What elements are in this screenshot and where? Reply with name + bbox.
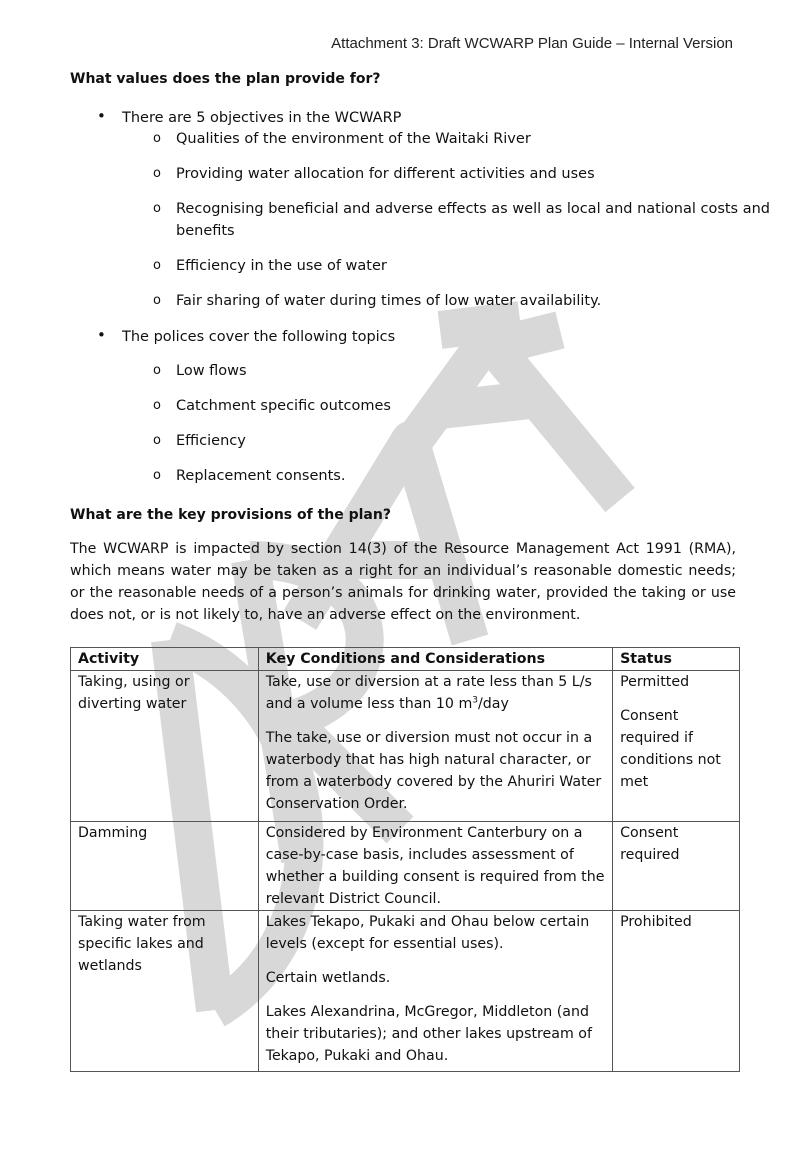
condition-text: Lakes Alexandrina, McGregor, Middleton (and their tributaries); and other lakes upstream of Tekapo, Pukaki and Ohau. — [265, 1004, 592, 1064]
status-text: Prohibited — [620, 914, 692, 930]
sub-item: o Fair sharing of water during times of low water availability. — [122, 290, 791, 312]
page-header: Attachment 3: Draft WCWARP Plan Guide – Internal Version — [331, 35, 733, 52]
table-row — [71, 911, 740, 1072]
policies-sublist — [122, 360, 791, 487]
condition-text: Considered by Environment Canterbury on a case-by-case basis, includes assessment of whether a building consent is required from the relevant District Council. — [265, 825, 605, 907]
cell-conditions — [258, 911, 612, 1072]
sub-item: o Efficiency in the use of water — [122, 255, 791, 277]
superscript: 3 — [472, 695, 479, 706]
provisions-paragraph: The WCWARP is impacted by section 14(3) of the Resource Management Act 1991 (RMA), which means water may be taken as a right for an individual’s reasonable domestic needs; or the reasonable needs of a person’s animals for drinking water, provided the taking or use does not, or is not likely to, have an adverse effect on the environment. — [70, 541, 736, 623]
cell-conditions — [258, 671, 612, 822]
header-activity: Activity — [71, 648, 259, 671]
condition-text: Certain wetlands. — [265, 970, 391, 986]
cell-status — [613, 822, 740, 911]
cell-activity — [71, 911, 259, 1072]
cell-activity — [71, 671, 259, 822]
sub-item: o Recognising beneficial and adverse effects as well as local and national costs and benefits — [122, 198, 791, 242]
status-text: Permitted — [620, 674, 690, 690]
heading-provisions: What are the key provisions of the plan? — [70, 507, 391, 523]
sub-item: o Replacement consents. — [122, 465, 791, 487]
sub-item: o Providing water allocation for different activities and uses — [122, 163, 791, 185]
bullet-policies-text: • The polices cover the following topics — [122, 329, 396, 345]
condition-text: The take, use or diversion must not occur in a waterbody that has high natural character, or from a waterbody covered by the Ahuriri Water Conservation Order. — [265, 730, 602, 812]
cell-status — [613, 671, 740, 822]
header-status: Status — [613, 648, 740, 671]
status-text: Consent required — [620, 825, 680, 863]
heading-values: What values does the plan provide for? — [70, 71, 381, 87]
values-list — [70, 108, 791, 487]
objectives-sublist — [122, 128, 791, 312]
cell-status — [613, 911, 740, 1072]
header-conditions: Key Conditions and Considerations — [258, 648, 612, 671]
sub-item: o Qualities of the environment of the Waitaki River — [122, 128, 791, 150]
condition-text — [266, 671, 605, 715]
bullet-objectives-text: • There are 5 objectives in the WCWARP — [122, 110, 402, 126]
table-header-row — [71, 648, 740, 671]
table-row — [71, 671, 740, 822]
condition-text-part: /day — [478, 696, 509, 712]
provisions-table — [70, 647, 740, 1072]
bullet-policies — [70, 327, 791, 487]
activity-text: Damming — [78, 825, 148, 841]
sub-item: o Efficiency — [122, 430, 791, 452]
activity-text: Taking water from specific lakes and wetlands — [78, 914, 206, 974]
sub-item: o Low flows — [122, 360, 791, 382]
cell-activity — [71, 822, 259, 911]
status-text: Consent required if conditions not met — [620, 708, 721, 790]
bullet-objectives — [70, 108, 791, 312]
condition-text: Lakes Tekapo, Pukaki and Ohau below certain levels (except for essential uses). — [265, 914, 590, 952]
sub-item: o Catchment specific outcomes — [122, 395, 791, 417]
condition-text-part: Take, use or diversion at a rate less than 5 L/s and a volume less than 10 m — [265, 674, 592, 712]
cell-conditions — [258, 822, 612, 911]
table-row — [71, 822, 740, 911]
activity-text: Taking, using or diverting water — [78, 674, 190, 712]
